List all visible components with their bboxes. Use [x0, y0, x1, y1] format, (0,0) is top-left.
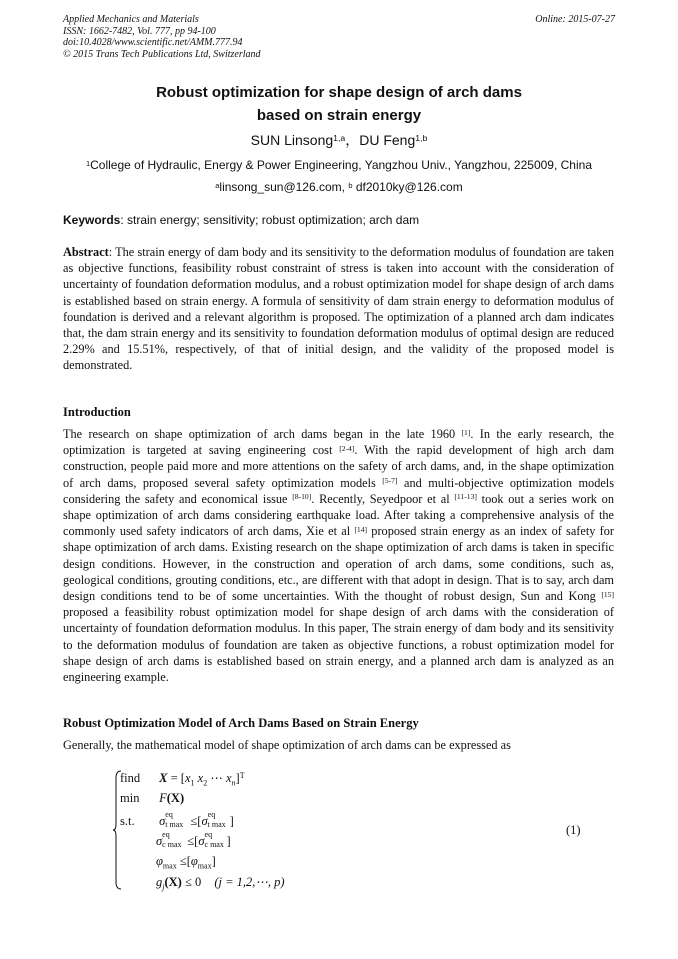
intro-text: . With the rapid development of high arch dam construction, people paid more and more attentions on the safety of arch dams, and, in the shape optimization of arch dams, proposed several safety optimization models — [63, 443, 615, 490]
author-name: DU Feng — [359, 132, 416, 148]
eq-symbol: σ — [198, 834, 205, 848]
author-list — [0, 130, 678, 150]
abstract-text: : The strain energy of dam body and its sensitivity to the deformation modulus of foundation are taken as objective functions, feasibility robust constraint of stress is taken into account with the consideration of uncertainty of foundation deformation modulus, and a robust optimization model for shape design of arch dams is established based on strain energy. A formula of sensitivity of dam strain energy to deformation modulus of foundation is derived and a relevant algorithm is proposed. The optimization of a planned arch dam indicates that, the dam strain energy and its sensitivity to foundation deformation modulus of optimal design are reduced 2.29% and 15.51%, respectively, of that of initial design, and the validity of the proposed model is demonstrated. — [63, 245, 614, 373]
email-mark: b — [348, 180, 353, 190]
author-emails — [0, 180, 678, 194]
eq-superscript: eq — [204, 830, 213, 840]
eq-subscript: c max — [204, 840, 224, 850]
journal-copyright: © 2015 Trans Tech Publications Ltd, Switzerland — [63, 48, 261, 60]
citation[interactable]: [5-7] — [382, 476, 398, 486]
citation[interactable]: [2-4] — [339, 443, 355, 453]
eq-symbol: σ — [156, 834, 163, 848]
eq-row-angle — [156, 854, 216, 872]
intro-text: and multi-objective optimization models considering the safety and economical issue — [63, 475, 615, 506]
eq-subscript: t max — [165, 820, 184, 830]
section-intro-text: Generally, the mathematical model of shape optimization of arch dams can be expressed as — [63, 738, 511, 752]
eq-subscript: j — [162, 882, 165, 892]
intro-text: . Recently, Seyedpoor et al — [311, 491, 455, 506]
journal-doi: doi:10.4028/www.scientific.net/AMM.777.94 — [63, 37, 243, 48]
eq-symbol: x — [225, 771, 232, 785]
eq-row-constraints — [156, 874, 285, 892]
eq-symbol: φ — [190, 854, 198, 868]
online-date: Online: 2015-07-27 — [535, 14, 615, 25]
eq-subscript: c max — [162, 840, 182, 850]
journal-header — [63, 14, 261, 60]
eq-superscript: T — [239, 771, 245, 781]
eq-symbol: (X) — [164, 875, 182, 889]
eq-symbol: ] — [211, 854, 216, 868]
paper-title-line-1: Robust optimization for shape design of arch dams — [156, 84, 522, 101]
eq-symbol: [ — [186, 854, 191, 868]
eq-keyword-min: min — [120, 791, 140, 805]
citation[interactable]: [1] — [461, 427, 471, 437]
eq-superscript: eq — [207, 810, 216, 820]
paper-title-line-2: based on strain energy — [256, 107, 422, 124]
eq-keyword-find: find — [120, 771, 141, 785]
eq-subscript: n — [231, 778, 236, 788]
author-affiliation-mark: 1,a — [333, 133, 346, 144]
keywords — [63, 213, 419, 227]
eq-symbol: ] — [235, 771, 240, 785]
affiliation-mark: 1 — [85, 158, 91, 168]
author-name: SUN Linsong — [250, 132, 334, 148]
eq-symbol: ] — [229, 814, 234, 828]
eq-symbol: g — [156, 875, 163, 889]
intro-text: took out a series work on shape optimization of arch dams considering earthquake load. After taking a comprehensive analysis of the commonly used safety indicators of arch dams, Xie et al — [63, 491, 614, 539]
eq-subscript: max — [197, 861, 212, 871]
equation-number: (1) — [566, 823, 581, 837]
eq-row-stress-compression — [156, 830, 231, 852]
eq-subscript: max — [162, 861, 177, 871]
email-link[interactable]: df2010ky@126.com — [352, 180, 463, 194]
intro-text: The research on shape optimization of arch dams began in the late 1960 — [63, 427, 462, 441]
email-link[interactable]: linsong_sun@126.com, — [219, 180, 349, 194]
eq-symbol: X — [159, 771, 168, 785]
eq-superscript: eq — [165, 810, 173, 820]
eq-symbol: F — [159, 791, 167, 805]
eq-symbol: σ — [201, 814, 208, 828]
journal-issn: ISSN: 1662-7482, Vol. 777, pp 94-100 — [63, 25, 216, 37]
eq-symbol: x — [184, 771, 191, 785]
eq-subscript: 2 — [203, 778, 208, 788]
eq-symbol: [ — [194, 834, 199, 848]
eq-row-find — [120, 770, 245, 788]
citation[interactable]: [8-10] — [292, 492, 312, 502]
affiliation — [0, 158, 678, 172]
eq-subscript: t max — [207, 820, 226, 830]
introduction-paragraph — [63, 426, 614, 685]
intro-text: . In the early research, the optimization is targeted at saving engineering cost — [63, 427, 614, 458]
eq-symbol: ≤ — [187, 834, 195, 848]
affiliation-text: College of Hydraulic, Energy & Power Engineering, Yangzhou Univ., Yangzhou, 225009, China — [90, 158, 592, 172]
eq-symbol: φ — [156, 854, 163, 868]
eq-symbol: σ — [159, 814, 166, 828]
section-heading-introduction: Introduction — [63, 405, 131, 419]
eq-symbol: x — [197, 771, 204, 785]
eq-symbol: ≤ — [190, 814, 198, 828]
eq-symbol: [ — [197, 814, 202, 828]
optimization-model-equation — [112, 770, 412, 892]
eq-symbol: (X) — [166, 791, 185, 805]
eq-symbol: ] — [226, 834, 231, 848]
citation[interactable]: [14] — [354, 524, 368, 534]
eq-symbol: = — [170, 771, 178, 785]
keywords-label: Keywords — [63, 213, 121, 227]
keywords-text: : strain energy; sensitivity; robust optimization; arch dam — [120, 213, 420, 227]
journal-name: Applied Mechanics and Materials — [63, 14, 199, 25]
eq-row-stress-tension — [120, 810, 234, 832]
eq-symbol: ≤ 0 — [184, 875, 202, 889]
eq-symbol: ≤ — [179, 854, 187, 868]
eq-condition: (j = 1,2,⋯, p) — [214, 875, 285, 889]
eq-row-min — [120, 791, 184, 809]
eq-symbol: ⋯ — [210, 771, 223, 785]
intro-text: proposed a feasibility robust optimization model for shape design of arch dams with the consideration of uncertainty of foundation deformation modulus. In this paper, The strain energy of dam body and its sensitivity to the deformation modulus of foundation are taken as objective functions, a robust optimization model for shape design of arch dams is established based on strain energy, and a planned arch dam is analyzed as an engineering example. — [63, 605, 614, 685]
eq-superscript: eq — [162, 830, 170, 840]
abstract-label: Abstract — [63, 245, 109, 259]
section-heading-robust-model: Robust Optimization Model of Arch Dams Based on Strain Energy — [63, 716, 419, 730]
abstract — [63, 244, 614, 374]
eq-symbol: [ — [180, 771, 185, 785]
eq-subscript: 1 — [190, 778, 195, 788]
email-mark: a — [215, 180, 220, 190]
author-separator: ， — [345, 132, 360, 148]
author-affiliation-mark: 1,b — [415, 133, 428, 144]
eq-keyword-st: s.t. — [120, 814, 135, 828]
citation[interactable]: [11-13] — [454, 492, 477, 502]
intro-text: proposed strain energy as an index of safety for shape optimization of arch dams. Existing research on the shape optimization of arch dams is taken in specific design conditions. However, in the construction and operation of arch dams, some conditions, such as, geological conditions, grouting conditions, etc., are different with that adopt in design. That is to say, arch dam design conditions tend to be of some uncertainties. With the thought of robust design, Sun and Kong — [63, 524, 615, 604]
citation[interactable]: [15] — [601, 589, 614, 599]
